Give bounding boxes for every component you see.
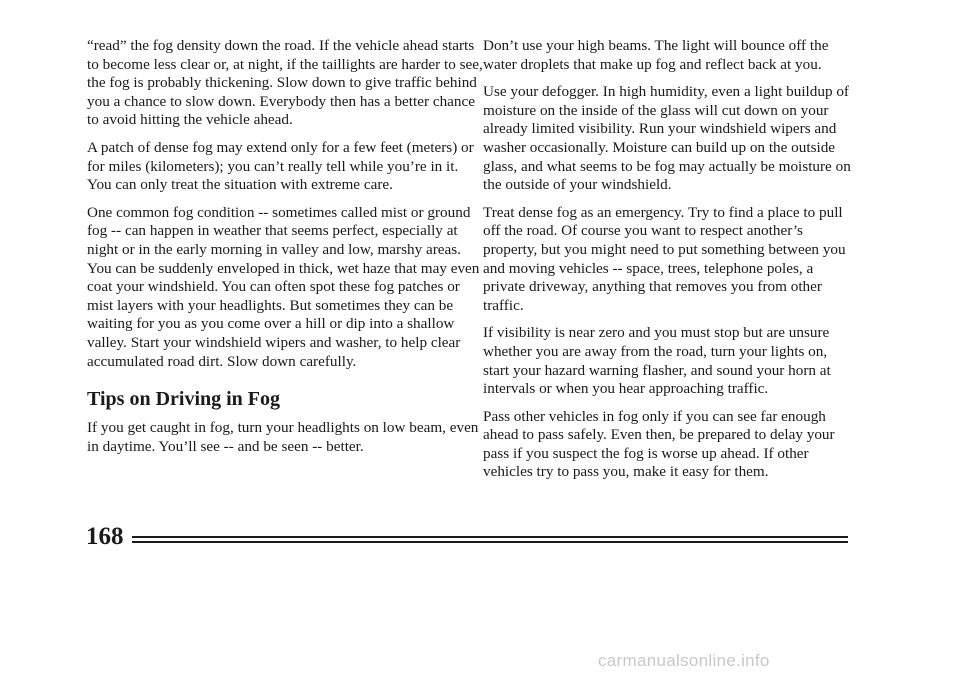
section-heading: Tips on Driving in Fog xyxy=(87,388,281,411)
paragraph: If you get caught in fog, turn your headlights on low beam, even in daytime. You’ll see -- and be seen -- better. xyxy=(87,419,479,455)
paragraph: Use your defogger. In high humidity, even a light buildup of moisture on the inside of the glass will cut down on your already limited visibility. Run your windshield wipers and washer occasionally. Moisture can build up on the outside glass, and what seems to be fog may actually be moisture on the outside of your windshield. xyxy=(483,83,851,194)
footer-rule xyxy=(132,541,848,543)
right-column xyxy=(483,37,855,491)
paragraph: Treat dense fog as an emergency. Try to find a place to pull off the road. Of course you want to respect another’s property, but you might need to put something between you and moving vehicles -- space, trees, telephone poles, a private driveway, anything that removes you from other traffic. xyxy=(483,203,846,314)
page-number: 168 xyxy=(86,523,124,550)
footer-rule xyxy=(132,536,848,538)
paragraph: One common fog condition -- sometimes called mist or ground fog -- can happen in weather that seems perfect, especially at night or in the early morning in valley and low, marshy areas. You can be suddenly enveloped in thick, wet haze that may even coat your windshield. You can often spot these fog patches or mist layers with your headlights. But sometimes they can be waiting for you as you come over a hill or dip into a shallow valley. Start your windshield wipers and washer, to help clear accumulated road dirt. Slow down carefully. xyxy=(87,203,480,370)
watermark: carmanualsonline.info xyxy=(598,651,770,670)
paragraph: A patch of dense fog may extend only for a few feet (meters) or for miles (kilometers); you can’t really tell while you’re in it. You can only treat the situation with extreme care. xyxy=(87,138,474,194)
page-footer xyxy=(86,522,848,552)
left-column xyxy=(87,37,485,465)
paragraph: “read” the fog density down the road. If the vehicle ahead starts to become less clear or, at night, if the taillights are harder to see, the fog is probably thickening. Slow down to give traffic behind you a chance to slow down. Everybody then has a better chance to avoid hitting the vehicle ahead. xyxy=(87,37,483,129)
paragraph: If visibility is near zero and you must stop but are unsure whether you are away from the road, turn your lights on, start your hazard warning flasher, and sound your horn at intervals or when you hear approaching traffic. xyxy=(483,324,831,398)
paragraph: Don’t use your high beams. The light will bounce off the water droplets that make up fog and reflect back at you. xyxy=(483,37,829,73)
paragraph: Pass other vehicles in fog only if you can see far enough ahead to pass safely. Even then, be prepared to delay your pass if you suspect the fog is worse up ahead. If other vehicles try to pass you, make it easy for them. xyxy=(483,407,835,481)
